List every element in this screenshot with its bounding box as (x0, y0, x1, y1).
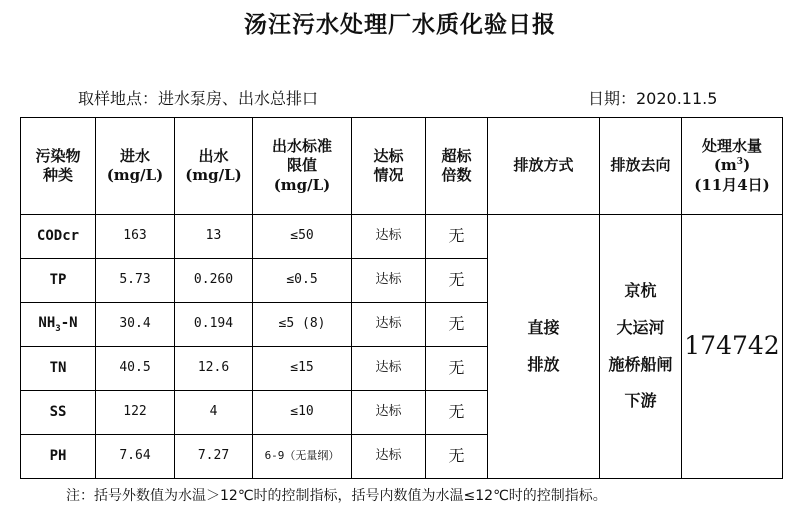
status-cell: 达标 (352, 435, 426, 479)
sampling-location: 取样地点：进水泵房、出水总排口 (78, 89, 319, 108)
inflow-cell: 5.73 (96, 259, 175, 303)
footnote: 注：括号外数值为水温＞12℃时的控制指标，括号内数值为水温≤12℃时的控制指标。 (66, 488, 607, 504)
limit-cell: ≤50 (253, 215, 352, 259)
status-cell: 达标 (352, 347, 426, 391)
header-discharge-method: 排放方式 (488, 118, 600, 215)
report-date: 日期：2020.11.5 (588, 89, 718, 108)
header-inflow: 进水 (mg/L) (96, 118, 175, 215)
outflow-cell: 0.260 (175, 259, 253, 303)
inflow-cell: 122 (96, 391, 175, 435)
treated-volume-cell: 174742 (682, 215, 783, 479)
exceed-cell: 无 (426, 391, 488, 435)
limit-cell: ≤5 (8) (253, 303, 352, 347)
pollutant-cell: SS (21, 391, 96, 435)
water-quality-table (20, 117, 783, 479)
inflow-cell: 163 (96, 215, 175, 259)
status-cell: 达标 (352, 259, 426, 303)
header-discharge-destination: 排放去向 (600, 118, 682, 215)
outflow-cell: 12.6 (175, 347, 253, 391)
pollutant-cell: PH (21, 435, 96, 479)
discharge-method-cell: 直接 排放 (488, 215, 600, 479)
header-exceed: 超标 倍数 (426, 118, 488, 215)
limit-cell: ≤10 (253, 391, 352, 435)
discharge-destination-cell: 京杭 大运河 施桥船闸 下游 (600, 215, 682, 479)
pollutant-cell: TP (21, 259, 96, 303)
outflow-cell: 0.194 (175, 303, 253, 347)
table-header-row (21, 118, 783, 215)
limit-cell: ≤15 (253, 347, 352, 391)
pollutant-cell: TN (21, 347, 96, 391)
report-title: 汤汪污水处理厂水质化验日报 (244, 12, 556, 38)
pollutant-cell: CODcr (21, 215, 96, 259)
limit-cell: ≤0.5 (253, 259, 352, 303)
status-cell: 达标 (352, 303, 426, 347)
header-pollutant: 污染物 种类 (21, 118, 96, 215)
exceed-cell: 无 (426, 303, 488, 347)
pollutant-cell: $NH_3-N$ (21, 303, 96, 347)
exceed-cell: 无 (426, 259, 488, 303)
header-treated-volume: 处理水量 $(m^3)$ (11月4日) (682, 118, 783, 215)
header-standard-limit: 出水标准 限值 (mg/L) (253, 118, 352, 215)
inflow-cell: 40.5 (96, 347, 175, 391)
inflow-cell: 30.4 (96, 303, 175, 347)
table-row (21, 215, 783, 259)
outflow-cell: 4 (175, 391, 253, 435)
exceed-cell: 无 (426, 347, 488, 391)
header-outflow: 出水 (mg/L) (175, 118, 253, 215)
inflow-cell: 7.64 (96, 435, 175, 479)
exceed-cell: 无 (426, 215, 488, 259)
limit-cell: 6-9（无量纲） (253, 435, 352, 479)
exceed-cell: 无 (426, 435, 488, 479)
status-cell: 达标 (352, 215, 426, 259)
outflow-cell: 13 (175, 215, 253, 259)
outflow-cell: 7.27 (175, 435, 253, 479)
status-cell: 达标 (352, 391, 426, 435)
header-status: 达标 情况 (352, 118, 426, 215)
